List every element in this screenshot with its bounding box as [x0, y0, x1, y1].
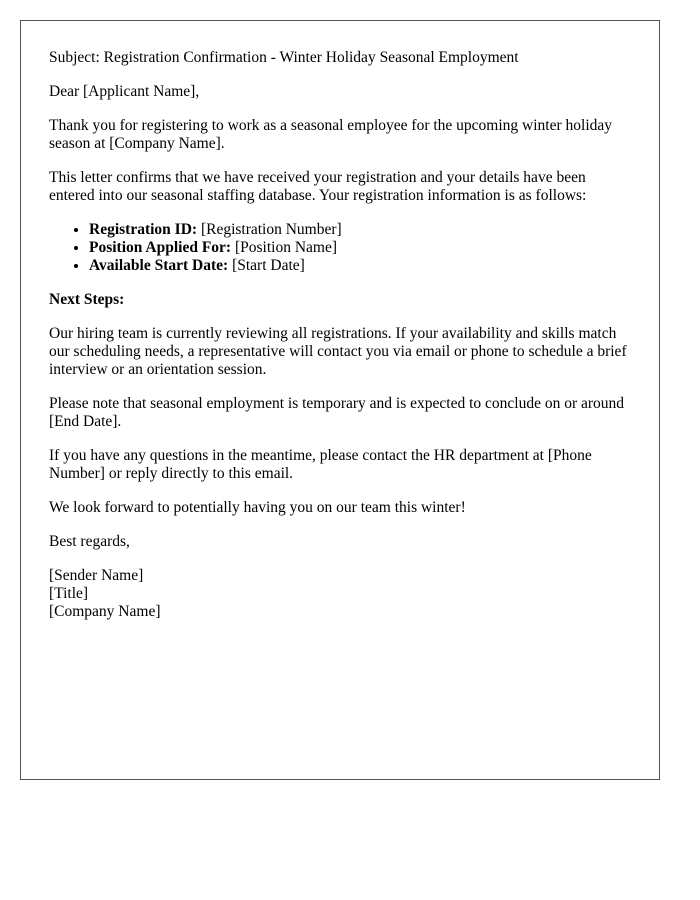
letter-document: [20, 20, 660, 780]
sender-name: [Sender Name]: [49, 567, 144, 584]
detail-label: Registration ID:: [89, 221, 198, 238]
detail-start-date: [89, 257, 631, 275]
detail-value: [Start Date]: [228, 257, 305, 274]
temporary-note-paragraph: Please note that seasonal employment is temporary and is expected to conclude on or around [End Date].: [49, 395, 625, 430]
next-steps-heading: Next Steps:: [49, 291, 125, 308]
greeting: Dear [Applicant Name],: [49, 83, 200, 100]
detail-label: Available Start Date:: [89, 257, 229, 274]
detail-value: [Registration Number]: [197, 221, 342, 238]
registration-details-list: [49, 221, 631, 275]
detail-position: [89, 239, 631, 257]
closing-line: We look forward to potentially having you on our team this winter!: [49, 499, 466, 516]
intro-paragraph: Thank you for registering to work as a seasonal employee for the upcoming winter holiday season at [Company Name].: [49, 117, 613, 152]
signature-block: [49, 567, 631, 621]
signoff: Best regards,: [49, 533, 130, 550]
subject-line: Subject: Registration Confirmation - Winter Holiday Seasonal Employment: [49, 49, 519, 66]
detail-registration-id: [89, 221, 631, 239]
questions-paragraph: If you have any questions in the meantime, please contact the HR department at [Phone Number] or reply directly to this email.: [49, 447, 592, 482]
sender-title: [Title]: [49, 585, 89, 602]
detail-value: [Position Name]: [231, 239, 338, 256]
confirmation-paragraph: This letter confirms that we have received your registration and your details have been entered into our seasonal staffing database. Your registration information is as follows:: [49, 169, 587, 204]
sender-company: [Company Name]: [49, 603, 161, 620]
next-steps-paragraph: Our hiring team is currently reviewing all registrations. If your availability and skills match our scheduling needs, a representative will contact you via email or phone to schedule a brief interview or an orientation session.: [49, 325, 627, 378]
detail-label: Position Applied For:: [89, 239, 232, 256]
